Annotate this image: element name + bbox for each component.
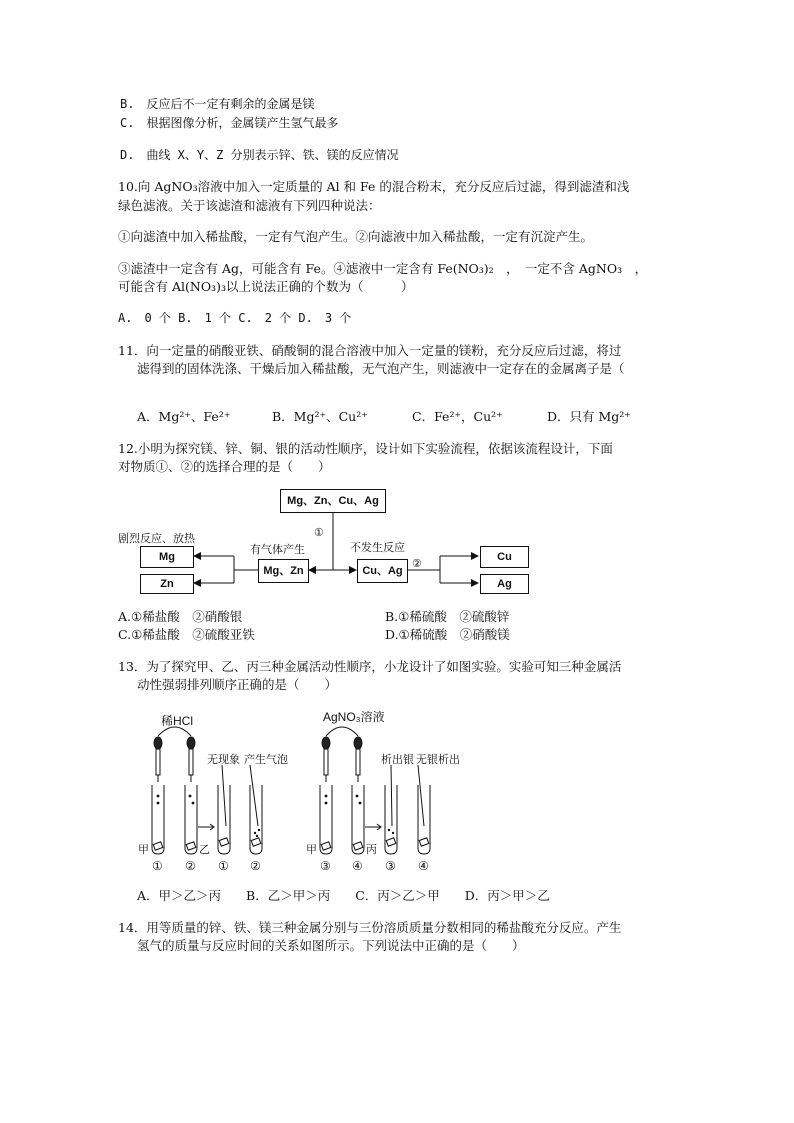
metal-label-bing: 丙 [366,844,377,856]
flow-marker-2: ② [412,558,422,570]
q12-option-d: D.①稀硫酸 ②硝酸镁 [385,627,510,642]
q12-option-a: A.①稀盐酸 ②硝酸银 [118,609,243,624]
flow-marker-1: ① [314,527,324,539]
tube-number-1: ① [152,859,163,873]
reagent-label-hcl: 稀HCl [161,714,193,728]
q12-stem-line1: 12.小明为探究镁、锌、铜、银的活动性顺序，设计如下实验流程，依据该流程设计，下面 [118,441,613,456]
q10-statement-3-4: ③滤渣中一定含有 Ag，可能含有 Fe。④滤液中一定含有 Fe(NO₃)₂ ， 一定不含 AgNO₃ ， [118,261,648,276]
q10-options: A. 0 个 B. 1 个 C. 2 个 D. 3 个 [118,311,352,325]
flow-box-mg-zn: Mg、Zn [258,559,309,583]
tube-number-2b: ② [250,859,261,873]
q9-option-b: B. 反应后不一定有剩余的金属是镁 [120,97,315,111]
tube-number-4: ④ [352,859,363,873]
q14-stem-line1: 14．用等质量的锌、铁、镁三种金属分别与三份溶质质量分数相同的稀盐酸充分反应。产生 [118,920,622,935]
observation-no-silver: 无银析出 [416,754,460,766]
tube-number-3: ③ [320,859,331,873]
flow-label-violent: 剧烈反应、放热 [118,533,195,545]
q10-stem-line1: 10.向 AgNO₃溶液中加入一定质量的 Al 和 Fe 的混合粉末，充分反应后过滤，得到滤渣和浅 [118,179,630,194]
tube-number-2: ② [185,859,196,873]
observation-bubbles: 产生气泡 [244,754,288,766]
q11-stem-line1: 11．向一定量的硝酸亚铁、硝酸铜的混合溶液中加入一定量的镁粉，充分反应后过滤，将过 [118,343,622,358]
reagent-label-agno3: AgNO₃溶液 [323,710,385,724]
q12-stem-line2: 对物质①、②的选择合理的是（ ） [118,459,331,474]
flow-label-no-reaction: 不发生反应 [350,542,405,554]
flow-box-cu: Cu [480,546,529,568]
q11-option-a: A．Mg²⁺、Fe²⁺ [137,409,231,424]
observation-no-change: 无现象 [207,754,240,766]
q13-stem-line2: 动性强弱排列顺序正确的是（ ） [137,677,338,692]
q14-stem-line2: 氢气的质量与反应时间的关系如图所示。下列说法中正确的是（ ） [137,938,525,953]
q11-option-d: D．只有 Mg²⁺ [547,409,631,424]
flow-box-zn: Zn [140,574,194,594]
tube-number-3b: ③ [385,859,396,873]
q10-statement-cont: 可能含有 Al(NO₃)₃以上说法正确的个数为（ ） [118,279,414,294]
flow-box-all-metals: Mg、Zn、Cu、Ag [280,489,386,513]
metal-label-jia-2: 甲 [306,844,317,856]
q10-stem-line2: 绿色滤液。关于该滤渣和滤液有下列四种说法： [118,198,381,213]
q13-stem-line1: 13．为了探究甲、乙、丙三种金属活动性顺序，小龙设计了如图实验。实验可知三种金属活 [118,659,622,674]
observation-silver: 析出银 [381,754,414,766]
q9-option-c: C. 根据图像分析，金属镁产生氢气最多 [120,116,339,130]
q11-stem-line2: 滤得到的固体洗涤、干燥后加入稀盐酸，无气泡产生，则滤液中一定存在的金属离子是（ [137,361,625,376]
q13-options: A．甲＞乙＞丙 B．乙＞甲＞丙 C．丙＞乙＞甲 D．丙＞甲＞乙 [137,888,550,903]
q10-statement-1-2: ①向滤渣中加入稀盐酸，一定有气泡产生。②向滤液中加入稀盐酸，一定有沉淀产生。 [118,229,594,244]
q9-option-d: D. 曲线 X、Y、Z 分别表示锌、铁、镁的反应情况 [120,148,399,162]
q11-option-c: C．Fe²⁺，Cu²⁺ [412,409,503,424]
metal-label-jia: 甲 [138,844,149,856]
flow-box-mg: Mg [140,546,194,568]
flow-box-ag: Ag [480,574,529,594]
flow-box-cu-ag: Cu、Ag [357,559,408,583]
metal-label-yi: 乙 [199,844,210,856]
q12-option-c: C.①稀盐酸 ②硫酸亚铁 [118,627,255,642]
flow-label-gas: 有气体产生 [250,544,305,556]
tube-number-1b: ① [218,859,229,873]
q11-option-b: B．Mg²⁺、Cu²⁺ [272,409,368,424]
tube-number-4b: ④ [418,859,429,873]
q12-option-b: B.①稀硫酸 ②硫酸锌 [385,609,510,624]
